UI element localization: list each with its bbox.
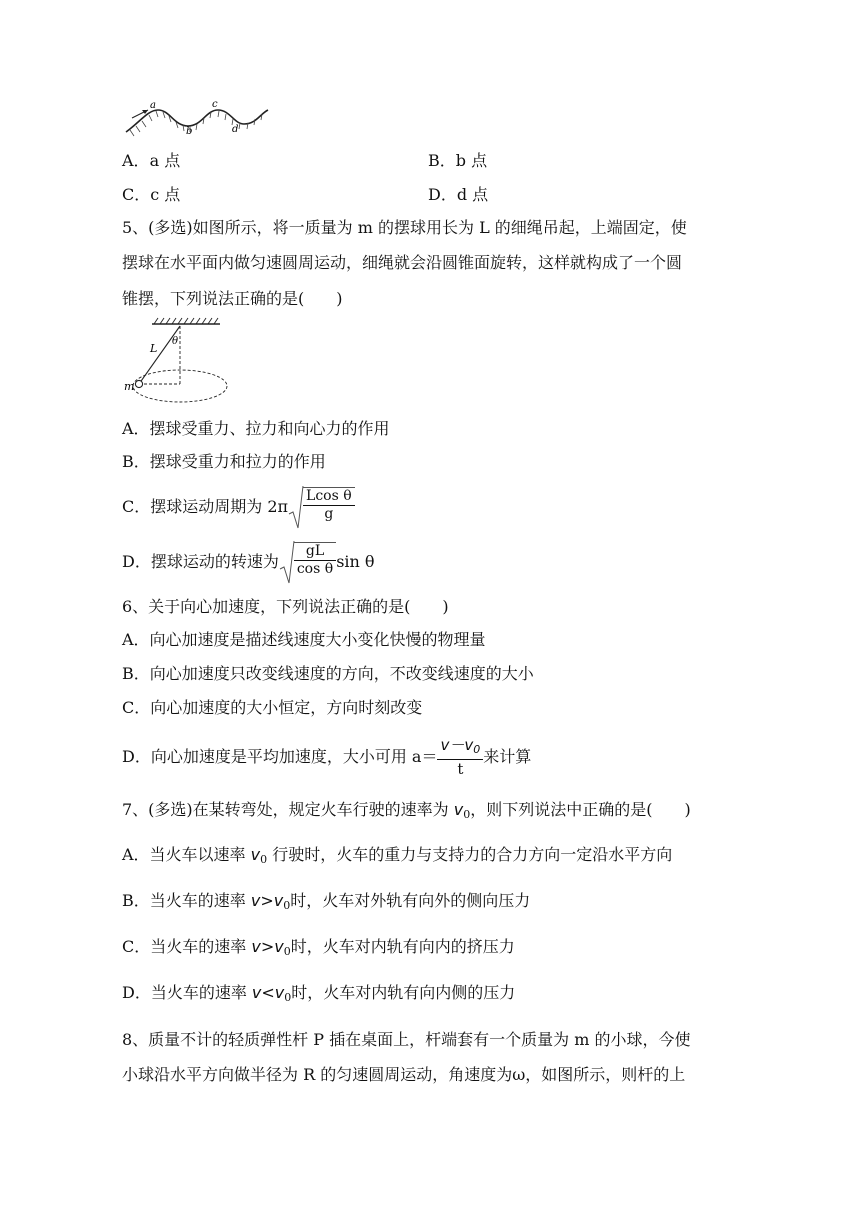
q4-option-c: C．c 点: [122, 185, 181, 204]
q6-stem: 6、关于向心加速度，下列说法正确的是( ): [122, 597, 449, 616]
q5-pendulum-figure: [120, 316, 232, 408]
q6-option-b: B．向心加速度只改变线速度的方向，不改变线速度的大小: [122, 664, 534, 683]
q5-option-b: B．摆球受重力和拉力的作用: [122, 452, 326, 471]
q4-label-a: a: [150, 100, 156, 111]
q8-stem-line-1: 8、质量不计的轻质弹性杆 P 插在桌面上，杆端套有一个质量为 m 的小球，今使: [122, 1030, 691, 1049]
q5-stem-line-2: 摆球在水平面内做匀速圆周运动，细绳就会沿圆锥面旋转，这样就构成了一个圆: [122, 253, 683, 272]
q5-option-d: D．摆球运动的转速为 $\frac{gL}{\text{cos θ}}$ sin θ: [122, 537, 375, 587]
q8-stem-line-2: 小球沿水平方向做半径为 R 的匀速圆周运动，角速度为ω，如图所示，则杆的上: [122, 1065, 686, 1084]
q6-option-d: D．向心加速度是平均加速度，大小可用 a＝ $\frac{v-v_0}{t}$ 来计算: [122, 735, 532, 778]
q7-option-a: A．当火车以速率 $v_0$ 行驶时，火车的重力与支持力的合力方向一定沿水平方向: [122, 845, 673, 866]
q5-label-angle: θ: [172, 336, 179, 347]
q5-label-length: L: [150, 342, 158, 355]
q7-option-c: C．当火车的速率 $v>v_0$时，火车对内轨有向内的挤压力: [122, 937, 515, 958]
q6-option-d-fraction: $\frac{v-v_0}{t}$: [437, 736, 483, 779]
q4-label-d: d: [232, 124, 239, 135]
q7-stem: 7、(多选)在某转弯处，规定火车行驶的速率为 $v_0$，则下列说法中正确的是( ): [122, 800, 691, 821]
q5-option-d-sqrt: $\frac{gL}{\text{cos θ}}$: [279, 539, 336, 585]
q4-label-c: c: [212, 99, 218, 110]
q5-option-c-sqrt: $\frac{\text{Lcos θ}}{g}$: [288, 484, 355, 530]
q6-option-c: C．向心加速度的大小恒定，方向时刻改变: [122, 698, 423, 717]
q4-label-b: b: [186, 126, 193, 137]
q7-option-b: B．当火车的速率 $v>v_0$时，火车对外轨有向外的侧向压力: [122, 891, 531, 912]
q5-option-c: C．摆球运动周期为 2π $\frac{\text{Lcos θ}}{g}$: [122, 482, 355, 532]
q7-option-d: D．当火车的速率 $v<v_0$时，火车对内轨有向内侧的压力: [122, 983, 516, 1004]
q5-option-a: A．摆球受重力、拉力和向心力的作用: [122, 419, 390, 438]
q4-option-b: B．b 点: [428, 151, 488, 170]
q4-option-a: A．a 点: [122, 151, 181, 170]
q6-option-a: A．向心加速度是描述线速度大小变化快慢的物理量: [122, 630, 486, 649]
q5-stem-line-3: 锥摆，下列说法正确的是( ): [122, 289, 343, 308]
q5-stem-line-1: 5、(多选)如图所示，将一质量为 m 的摆球用长为 L 的细绳吊起，上端固定，使: [122, 218, 687, 237]
q4-option-d: D．d 点: [428, 185, 489, 204]
q5-label-mass: m: [124, 380, 135, 393]
q4-road-figure: [122, 96, 272, 140]
